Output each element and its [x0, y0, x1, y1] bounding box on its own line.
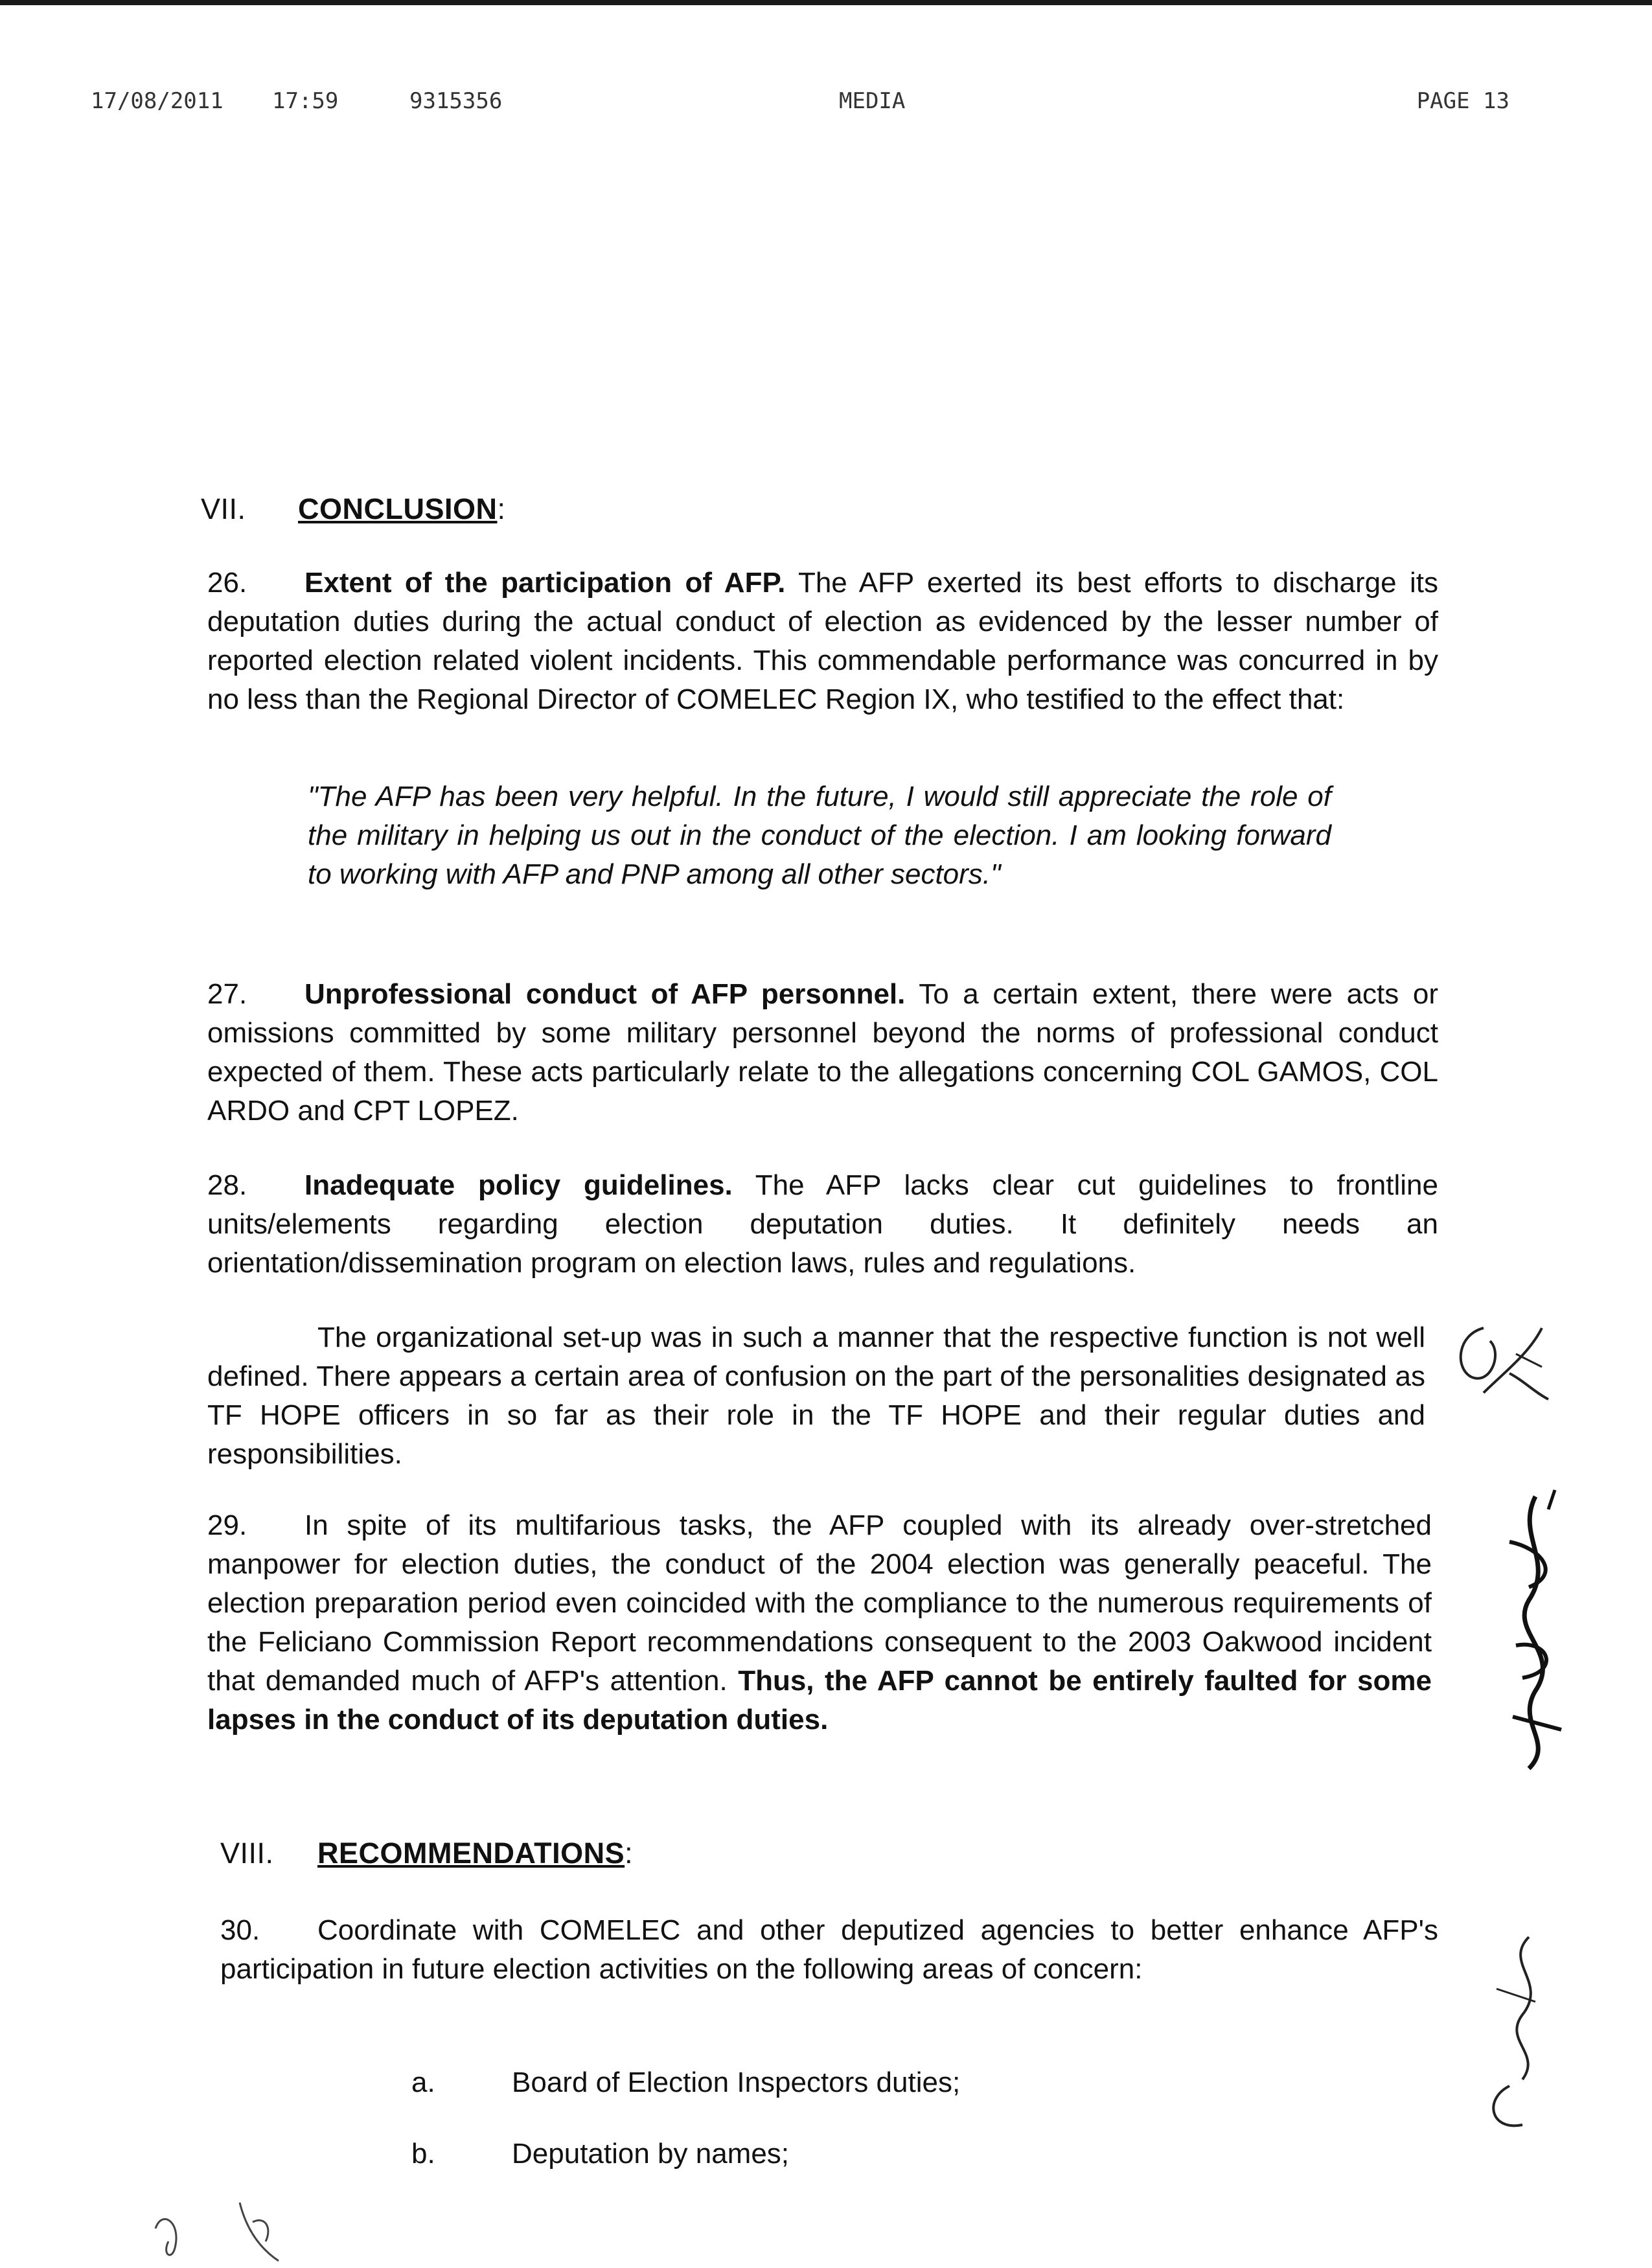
paragraph-26 [207, 564, 1438, 719]
regional-director-quote: "The AFP has been very helpful. In the future, I would still appreciate the role of the military in helping us out in the conduct of the election. I am looking forward to working with AFP and PNP among all other sectors." [308, 781, 1331, 890]
paragraph-30-number: 30. [220, 1914, 260, 1946]
margin-initials-signature [1445, 1315, 1561, 1412]
paragraph-28-heading: Inadequate policy guidelines. [304, 1169, 733, 1201]
section-vii-title: CONCLUSION [298, 492, 498, 525]
list-item-text: Deputation by names; [512, 2138, 790, 2170]
paragraph-29-text: In spite of its multifarious tasks, the AFP coupled with its already over-stretched manpower for election duties, the conduct of the 2004 election was generally peaceful. The election preparation period even coincided with the compliance to the numerous requirements of the Feliciano Commission Report recommendations consequent to the 2003 Oakwood incident that demanded much of AFP's attention. [207, 1509, 1432, 1697]
paragraph-27 [207, 975, 1438, 1130]
fax-time: 17:59 [272, 88, 339, 114]
list-item-letter: a. [411, 2067, 435, 2098]
list-item [411, 2138, 789, 2170]
margin-initials [1471, 1924, 1568, 2138]
paragraph-29 [207, 1506, 1432, 1739]
list-item [411, 2067, 960, 2099]
paragraph-27-heading: Unprofessional conduct of AFP personnel. [304, 978, 906, 1010]
paragraph-26-heading: Extent of the participation of AFP. [304, 567, 786, 599]
list-item-text: Board of Election Inspectors duties; [512, 2067, 961, 2098]
paragraph-28-number: 28. [207, 1169, 247, 1201]
margin-signature [1490, 1483, 1581, 1781]
section-vii-suffix: : [497, 492, 506, 525]
paragraph-26-text: The AFP exerted its best efforts to discharge its deputation duties during the actual conduct of election as evidenced by the lesser number of reported election related violent incidents. This commendable performance was concurred in by no less than the Regional Director of COMELEC Region IX, who testified to the effect that: [207, 567, 1438, 715]
fax-date: 17/08/2011 [91, 88, 224, 114]
section-vii-roman: VII. [201, 492, 246, 525]
paragraph-27-number: 27. [207, 978, 247, 1010]
section-vii-heading [201, 492, 506, 526]
paragraph-28-continuation: The organizational set-up was in such a manner that the respective function is not well defined. There appears a certain area of confusion on the part of the personalities designated as TF HOPE officers in so far as their role in the TF HOPE and their regular duties and responsibilities. [207, 1322, 1425, 1470]
paragraph-26-number: 26. [207, 567, 247, 599]
paragraph-27-text: To a certain extent, there were acts or omissions committed by some military personnel beyond the norms of professional conduct expected of them. These acts particularly relate to the allegations concerning COL GAMOS, COL ARDO and CPT LOPEZ. [207, 978, 1438, 1127]
bottom-left-initials [143, 2190, 311, 2267]
paragraph-30-text: Coordinate with COMELEC and other deputized agencies to better enhance AFP's participation in future election activities on the following areas of concern: [220, 1914, 1438, 1985]
fax-header [78, 88, 1509, 120]
list-item-letter: b. [411, 2138, 435, 2170]
fax-page-number: PAGE 13 [1416, 88, 1509, 114]
section-viii-roman: VIII. [220, 1837, 274, 1870]
section-viii-heading [220, 1837, 633, 1870]
fax-top-border [0, 0, 1652, 5]
paragraph-30 [220, 1911, 1438, 1989]
paragraph-28 [207, 1166, 1438, 1283]
fax-number: 9315356 [409, 88, 503, 114]
fax-sender: MEDIA [839, 88, 906, 114]
paragraph-29-number: 29. [207, 1509, 247, 1541]
paragraph-28-text: The AFP lacks clear cut guidelines to frontline units/elements regarding election deputation duties. It definitely needs an orientation/dissemination program on election laws, rules and regulations. [207, 1169, 1438, 1279]
section-viii-suffix: : [625, 1837, 634, 1870]
paragraph-29-conclusion: Thus, the AFP cannot be entirely faulted for some lapses in the conduct of its deputation duties. [207, 1665, 1432, 1735]
section-viii-title: RECOMMENDATIONS [317, 1837, 625, 1870]
